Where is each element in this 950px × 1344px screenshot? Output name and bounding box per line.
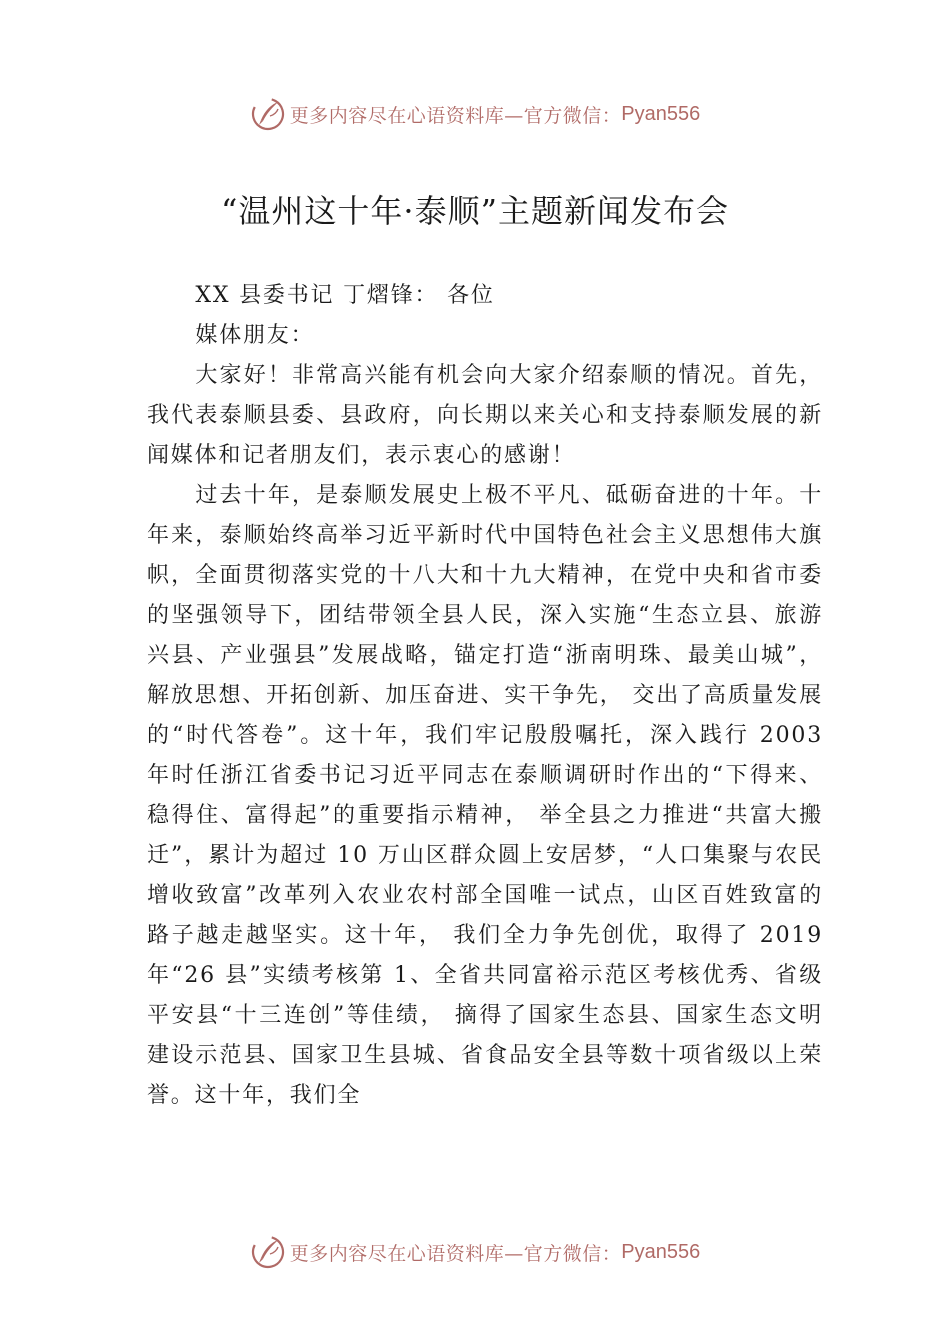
quill-pen-logo-icon [250,1234,286,1270]
footer-banner-text: 更多内容尽在心语资料库—官方微信： [289,1242,622,1265]
paragraph-speaker: XX 县委书记 丁熠锋： 各位 [195,283,495,308]
document-body [147,276,823,1116]
footer-banner [0,1232,950,1272]
page-title: “温州这十年·泰顺”主题新闻发布会 [221,192,729,230]
paragraph-greeting: 媒体朋友： [195,323,315,348]
quill-pen-logo-icon [250,96,286,132]
header-wechat-id: Pyan556 [621,102,701,125]
footer-wechat-id: Pyan556 [621,1240,701,1263]
paragraph-intro: 大家好！非常高兴能有机会向大家介绍泰顺的情况。首先，我代表泰顺县委、县政府，向长期以来关心和支持泰顺发展的新闻媒体和记者朋友们，表示衷心的感谢！ [147,363,823,468]
paragraph-decade: 过去十年，是泰顺发展史上极不平凡、砥砺奋进的十年。十年来，泰顺始终高举习近平新时代中国特色社会主义思想伟大旗帜，全面贯彻落实党的十八大和十九大精神，在党中央和省市委的坚强领导下，团结带领全县人民，深入实施“生态立县、旅游兴县、产业强县”发展战略，锚定打造“浙南明珠、最美山城”，解放思想、开拓创新、加压奋进、实干争先， 交出了高质量发展的“时代答卷”。这十年，我们牢记殷殷嘱托，深入践行 2003 年时任浙江省委书记习近平同志在泰顺调研时作出的“下得来、稳得住、富得起”的重要指示精神， 举全县之力推进“共富大搬迁”，累计为超过 10 万山区群众圆上安居梦，“人口集聚与农民增收致富”改革列入农业农村部全国唯一试点，山区百姓致富的路子越走越坚实。这十年， 我们全力争先创优，取得了 2019 年“26 县”实绩考核第 1、全省共同富裕示范区考核优秀、省级平安县“十三连创”等佳绩， 摘得了国家生态县、国家生态文明建设示范县、国家卫生县城、省食品安全县等数十项省级以上荣誉。这十年，我们全 [147,483,823,1108]
header-banner-text: 更多内容尽在心语资料库—官方微信： [289,104,622,127]
header-banner [0,94,950,134]
